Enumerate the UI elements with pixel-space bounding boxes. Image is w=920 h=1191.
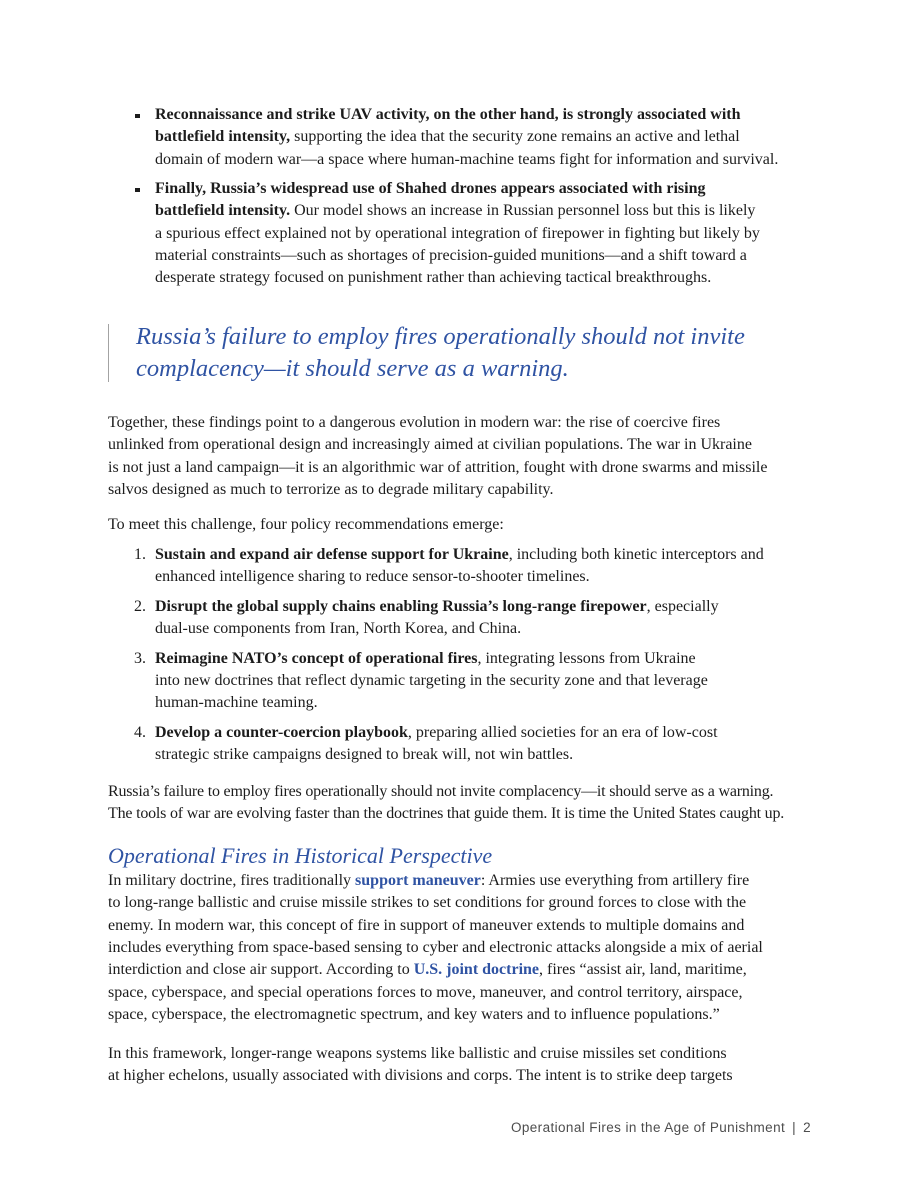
- recommendations-list: [108, 544, 878, 774]
- paragraph-framework: In this framework, longer-range weapons systems like ballistic and cruise missiles set conditions at higher echelons, usually associated with divisions and corps. The intent is to strike deep targets: [108, 1044, 733, 1085]
- recommendation-bold-text: Sustain and expand air defense support for Ukraine: [155, 545, 509, 563]
- square-bullet-icon: [135, 188, 140, 193]
- paragraph-text-segment: In military doctrine, fires traditionally: [108, 871, 356, 889]
- recommendation-item-4: [108, 722, 878, 767]
- paragraph-warning: Russia’s failure to employ fires operationally should not invite complacency—it should serve as a warning. The tools of war are evolving faster than the doctrines that guide them. It is time the United States caught up.: [108, 782, 785, 823]
- joint-doctrine-link[interactable]: U.S. joint doctrine: [413, 961, 540, 979]
- bullet-body-text: supporting the idea that the security zone remains an active and lethal domain of modern war—a space where human-machine teams fight for information and survival.: [155, 128, 779, 168]
- pull-quote: Russia’s failure to employ fires operationally should not invite complacency—it should serve as a warning.: [136, 322, 745, 382]
- recommendation-item-3: [108, 648, 878, 715]
- recommendation-item-1: [108, 544, 878, 589]
- list-number: 3.: [134, 649, 146, 667]
- list-number: 4.: [134, 723, 146, 741]
- bullet-body-text: Our model shows an increase in Russian personnel loss but this is likely a spurious effect explained not by operational integration of firepower in fighting but likely by material constraints—such as shortages of precision-guided munitions—and a shift toward a desperate strategy focused on punishment rather than achieving tactical breakthroughs.: [155, 202, 760, 287]
- recommendation-body-text: , especially dual-use components from Iran, North Korea, and China.: [155, 597, 719, 637]
- list-number: 1.: [134, 545, 146, 563]
- recommendation-body-text: , preparing allied societies for an era of low-cost strategic strike campaigns designed to break will, not win battles.: [155, 723, 718, 764]
- footer-separator: |: [792, 1120, 797, 1135]
- recommendation-bold-text: Develop a counter-coercion playbook: [155, 723, 408, 741]
- paragraph-together: Together, these findings point to a dangerous evolution in modern war: the rise of coercive fires unlinked from operational design and increasingly aimed at civilian populations. The war in Ukraine is not just a land campaign—it is an algorithmic war of attrition, fought with drone swarms and missile salvos designed as much to terrorize as to degrade military capability.: [108, 413, 768, 498]
- list-number: 2.: [134, 597, 146, 615]
- page-number: 2: [803, 1120, 811, 1135]
- square-bullet-icon: [135, 114, 140, 119]
- paragraph-recommendations-intro: To meet this challenge, four policy recommendations emerge:: [108, 515, 504, 533]
- recommendation-item-2: [108, 596, 878, 641]
- paragraph-text-segment: : Armies use everything from artillery fire to long-range ballistic and cruise missile strikes to set conditions for ground forces to close with the enemy. In modern war, this concept of fire in support of maneuver extends to multiple domains and includes everything from space-based sensing to cyber and electronic attacks alongside a mix of aerial interdiction and close air support. According to: [108, 871, 763, 979]
- bullet-bold-text: Finally, Russia’s widespread use of Shahed drones appears associated with rising battlefield intensity.: [155, 179, 706, 220]
- page-footer: [511, 1119, 811, 1137]
- findings-bullet-list: [108, 104, 878, 297]
- paragraph-military-doctrine: [108, 870, 878, 1027]
- pull-quote-rule: [108, 324, 109, 382]
- section-heading: Operational Fires in Historical Perspective: [108, 842, 493, 868]
- recommendation-bold-text: Disrupt the global supply chains enabling Russia’s long-range firepower: [155, 597, 647, 615]
- bullet-bold-text: Reconnaissance and strike UAV activity, on the other hand, is strongly associated with battlefield intensity,: [155, 105, 741, 146]
- bullet-item-shahed-drones: [108, 178, 878, 290]
- paragraph-text-segment: , fires “assist air, land, maritime, space, cyberspace, and special operations forces to move, maneuver, and control territory, airspace, space, cyberspace, the electromagnetic spectrum, and key waters and to influence populations.”: [108, 961, 747, 1024]
- recommendation-body-text: , integrating lessons from Ukraine into new doctrines that reflect dynamic targeting in the security zone and that leverage human-machine teaming.: [155, 649, 708, 712]
- recommendation-bold-text: Reimagine NATO’s concept of operational fires: [155, 649, 478, 667]
- recommendation-body-text: , including both kinetic interceptors and enhanced intelligence sharing to reduce sensor-to-shooter timelines.: [155, 545, 764, 586]
- bullet-item-recon-uav: [108, 104, 878, 171]
- footer-title: Operational Fires in the Age of Punishment: [510, 1120, 786, 1135]
- support-maneuver-link[interactable]: support maneuver: [355, 871, 481, 889]
